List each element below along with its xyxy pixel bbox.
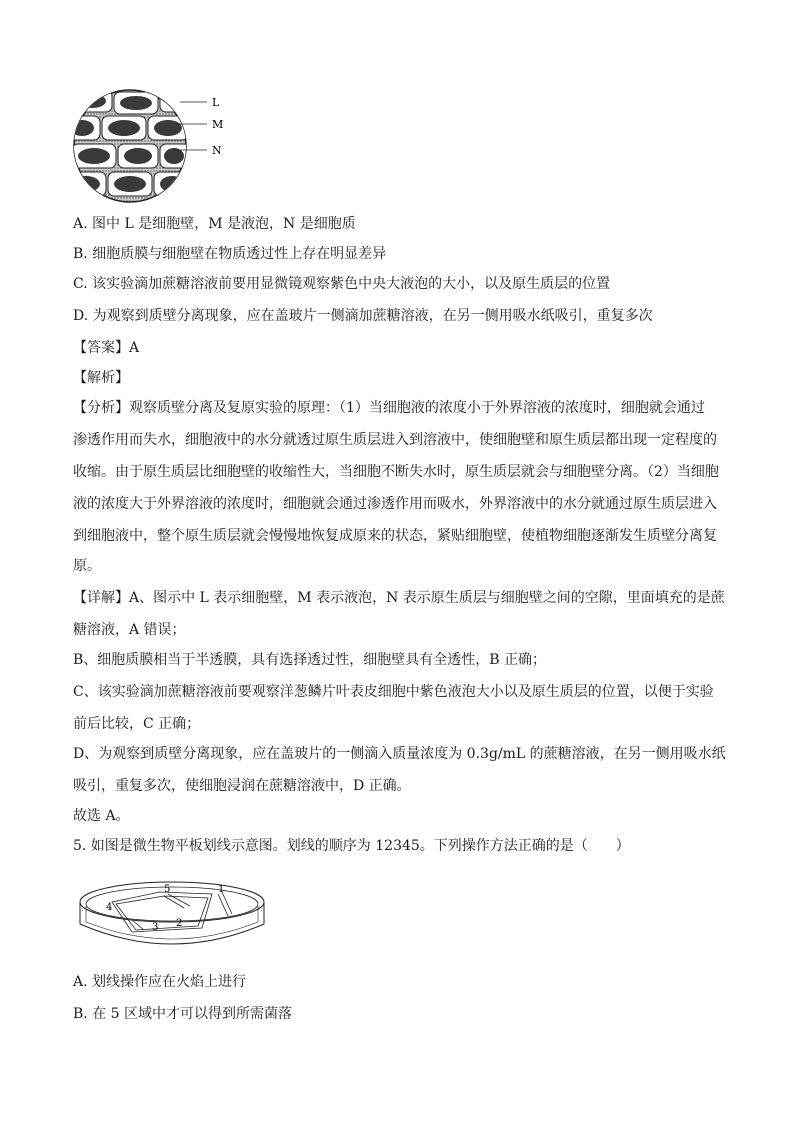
analysis-line: 【分析】观察质壁分离及复原实验的原理：（1）当细胞液的浓度小于外界溶液的浓度时，细胞就会通过 — [73, 400, 705, 416]
option-q5-b: B. 在 5 区域中才可以得到所需菌落 — [73, 1006, 292, 1022]
question-5: 5. 如图是微生物平板划线示意图。划线的顺序为 12345。下列操作方法正确的是（ ） — [73, 838, 630, 854]
analysis-line: 液的浓度大于外界溶液的浓度时，细胞就会通过渗透作用而吸水，外界溶液中的水分就通过原生质层进入 — [73, 496, 717, 512]
analysis-title: 【解析】 — [73, 370, 129, 386]
detail-line: B、细胞质膜相当于半透膜，具有选择透过性，细胞壁具有全透性，B 正确； — [73, 652, 547, 668]
detail-line: 前后比较，C 正确； — [73, 716, 201, 732]
label-3: 3 — [152, 922, 159, 933]
answer-line: 【答案】A — [73, 340, 140, 356]
cell-microscope-figure — [72, 86, 232, 204]
analysis-line: 渗透作用而失水，细胞液中的水分就透过原生质层进入到溶液中，使细胞壁和原生质层都出现一定程度的 — [73, 432, 717, 448]
label-4: 4 — [106, 902, 113, 913]
detail-line: 【详解】A、图示中 L 表示细胞壁，M 表示液泡，N 表示原生质层与细胞壁之间的空隙，里面填充的是蔗 — [73, 590, 725, 606]
option-q4-d: D. 为观察到质壁分离现象，应在盖玻片一侧滴加蔗糖溶液，在另一侧用吸水纸吸引，重复多次 — [73, 308, 653, 324]
detail-line: D、为观察到质壁分离现象，应在盖玻片的一侧滴入质量浓度为 0.3g/mL 的蔗糖溶液，在另一侧用吸水纸 — [73, 746, 726, 762]
analysis-line: 到细胞液中，整个原生质层就会慢慢地恢复成原来的状态，紧贴细胞壁，使植物细胞逐渐发生质壁分离复 — [73, 528, 717, 544]
analysis-line: 原。 — [73, 558, 101, 574]
detail-line: 吸引，重复多次，使细胞浸润在蔗糖溶液中，D 正确。 — [73, 778, 411, 794]
option-q4-c: C. 该实验滴加蔗糖溶液前要用显微镜观察紫色中央大液泡的大小，以及原生质层的位置 — [73, 276, 611, 292]
label-N: N — [212, 144, 222, 157]
detail-line: 糖溶液，A 错误； — [73, 622, 186, 638]
option-q4-a: A. 图中 L 是细胞壁，M 是液泡，N 是细胞质 — [73, 216, 356, 232]
option-q4-b: B. 细胞质膜与细胞壁在物质透过性上存在明显差异 — [73, 246, 387, 262]
label-L: L — [212, 96, 220, 109]
label-1: 1 — [218, 884, 225, 895]
label-5: 5 — [164, 884, 171, 895]
streak-plate-figure — [72, 872, 272, 962]
label-2: 2 — [176, 918, 183, 929]
option-q5-a: A. 划线操作应在火焰上进行 — [73, 974, 247, 990]
label-M: M — [212, 118, 224, 131]
detail-line: 故选 A。 — [73, 808, 130, 824]
detail-line: C、该实验滴加蔗糖溶液前要观察洋葱鳞片叶表皮细胞中紫色液泡大小以及原生质层的位置，以便于实验 — [73, 684, 714, 700]
analysis-line: 收缩。由于原生质层比细胞壁的收缩性大，当细胞不断失水时，原生质层就会与细胞壁分离。（2）当细胞 — [73, 464, 719, 480]
